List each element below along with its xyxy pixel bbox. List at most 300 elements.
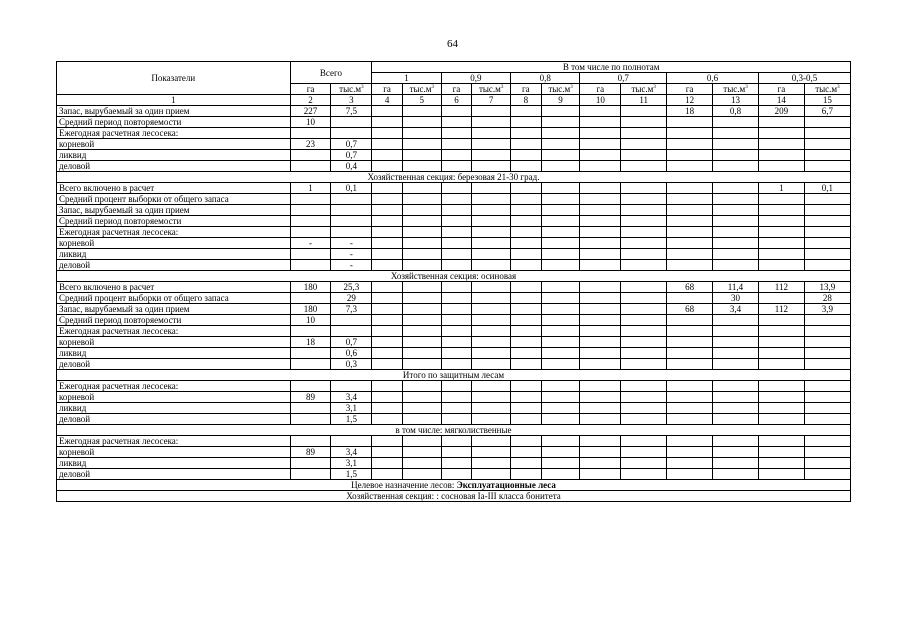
table-cell <box>804 139 850 150</box>
table-cell <box>511 293 542 304</box>
table-cell <box>580 216 621 227</box>
table-cell <box>621 337 667 348</box>
table-cell <box>331 117 372 128</box>
section-title <box>57 491 851 502</box>
row-label: Ежегодная расчетная лесосека: <box>57 128 291 139</box>
table-cell <box>667 139 713 150</box>
table-cell <box>580 194 621 205</box>
table-cell <box>402 392 441 403</box>
table-cell <box>667 469 713 480</box>
table-cell <box>372 205 403 216</box>
row-label: ликвид <box>57 458 291 469</box>
section-title-text: Хозяйственная секция: березовая 21-30 град. <box>367 172 540 182</box>
table-cell <box>580 282 621 293</box>
table-cell <box>441 326 472 337</box>
row-label: Средний процент выборки от общего запаса <box>57 293 291 304</box>
table-cell <box>290 128 331 139</box>
table-cell <box>580 161 621 172</box>
table-cell <box>511 337 542 348</box>
table-cell <box>472 194 511 205</box>
header-unit-volume: $тыс.м^3$ <box>541 84 580 95</box>
table-cell <box>758 150 804 161</box>
table-cell: 3,4 <box>713 304 759 315</box>
table-cell <box>758 403 804 414</box>
table-cell <box>372 106 403 117</box>
table-cell <box>290 469 331 480</box>
table-cell <box>372 216 403 227</box>
header-unit-volume: $тыс.м^3$ <box>472 84 511 95</box>
table-cell <box>667 205 713 216</box>
header-including-by-density: В том числе по полнотам <box>372 62 851 73</box>
table-cell <box>713 260 759 271</box>
row-label: Ежегодная расчетная лесосека: <box>57 227 291 238</box>
table-cell <box>667 216 713 227</box>
table-cell <box>713 150 759 161</box>
table-cell <box>541 227 580 238</box>
table-cell <box>402 348 441 359</box>
header-row <box>57 62 851 73</box>
table-cell: 180 <box>290 304 331 315</box>
table-cell <box>441 139 472 150</box>
table-cell <box>441 414 472 425</box>
table-cell: 68 <box>667 304 713 315</box>
table-cell <box>758 293 804 304</box>
table-cell <box>511 458 542 469</box>
table-cell <box>758 348 804 359</box>
table-cell <box>541 282 580 293</box>
table-cell <box>804 238 850 249</box>
header-unit-volume: $тыс.м^3$ <box>621 84 667 95</box>
table-cell <box>541 205 580 216</box>
table-cell <box>758 414 804 425</box>
page-number: 64 <box>447 38 458 50</box>
table-cell: 23 <box>290 139 331 150</box>
table-cell <box>402 304 441 315</box>
table-cell <box>472 260 511 271</box>
table-cell <box>331 326 372 337</box>
table-row <box>57 106 851 117</box>
row-label: Всего включено в расчет <box>57 183 291 194</box>
table-cell <box>372 128 403 139</box>
section-title <box>57 425 851 436</box>
table-cell <box>713 403 759 414</box>
table-cell <box>667 128 713 139</box>
table-cell <box>804 194 850 205</box>
header-unit-ha: га <box>290 84 331 95</box>
table-cell: - <box>331 249 372 260</box>
header-unit-ha: га <box>580 84 621 95</box>
table-cell <box>372 183 403 194</box>
table-cell <box>621 392 667 403</box>
table-cell <box>804 249 850 260</box>
table-cell <box>472 326 511 337</box>
table-cell <box>441 205 472 216</box>
table-cell <box>472 392 511 403</box>
table-cell <box>331 194 372 205</box>
table-cell <box>372 447 403 458</box>
table-cell <box>472 447 511 458</box>
table-cell <box>580 150 621 161</box>
table-cell <box>441 304 472 315</box>
table-cell <box>667 458 713 469</box>
table-cell <box>541 469 580 480</box>
table-cell <box>472 139 511 150</box>
table-cell <box>372 392 403 403</box>
table-cell: - <box>290 238 331 249</box>
table-row <box>57 447 851 458</box>
table-cell <box>290 326 331 337</box>
table-cell <box>290 436 331 447</box>
table-cell <box>290 205 331 216</box>
table-cell <box>372 414 403 425</box>
header-unit-ha: га <box>511 84 542 95</box>
table-row <box>57 392 851 403</box>
table-cell <box>667 337 713 348</box>
table-cell <box>541 106 580 117</box>
table-cell <box>580 293 621 304</box>
table-cell <box>331 216 372 227</box>
table-cell <box>541 447 580 458</box>
table-cell <box>441 183 472 194</box>
table-cell <box>758 337 804 348</box>
row-label: корневой <box>57 139 291 150</box>
table-cell <box>472 216 511 227</box>
table-cell <box>372 260 403 271</box>
table-cell <box>667 150 713 161</box>
table-cell: 89 <box>290 392 331 403</box>
table-row <box>57 216 851 227</box>
section-row <box>57 271 851 282</box>
table-cell <box>402 414 441 425</box>
table-cell <box>621 249 667 260</box>
table-cell: 13,9 <box>804 282 850 293</box>
table-cell <box>290 403 331 414</box>
table-cell <box>580 414 621 425</box>
table-cell <box>511 227 542 238</box>
table-cell <box>511 414 542 425</box>
row-label: Ежегодная расчетная лесосека: <box>57 436 291 447</box>
table-cell: 3,4 <box>331 392 372 403</box>
table-cell <box>713 216 759 227</box>
table-cell: 0,7 <box>331 139 372 150</box>
header-unit-ha: га <box>667 84 713 95</box>
table-cell <box>541 238 580 249</box>
table-cell <box>402 183 441 194</box>
table-cell: 25,3 <box>331 282 372 293</box>
column-number: 10 <box>580 95 621 106</box>
table-cell <box>472 106 511 117</box>
table-cell <box>713 458 759 469</box>
column-number: 7 <box>472 95 511 106</box>
row-label: ликвид <box>57 249 291 260</box>
table-cell <box>804 392 850 403</box>
table-cell <box>472 403 511 414</box>
table-row <box>57 348 851 359</box>
table-cell: 89 <box>290 447 331 458</box>
table-cell <box>804 216 850 227</box>
table-cell <box>331 128 372 139</box>
table-row <box>57 436 851 447</box>
table-cell <box>758 216 804 227</box>
table-cell <box>441 128 472 139</box>
table-cell <box>372 304 403 315</box>
forest-harvest-table <box>56 61 851 502</box>
table-cell <box>441 436 472 447</box>
table-cell <box>758 447 804 458</box>
table-cell <box>580 359 621 370</box>
table-cell <box>372 469 403 480</box>
table-row <box>57 227 851 238</box>
table-cell <box>402 436 441 447</box>
table-cell <box>541 194 580 205</box>
table-cell <box>372 403 403 414</box>
table-cell <box>580 238 621 249</box>
table-cell <box>713 469 759 480</box>
table-cell <box>441 227 472 238</box>
table-cell: 112 <box>758 304 804 315</box>
table-cell: 18 <box>290 337 331 348</box>
column-number: 14 <box>758 95 804 106</box>
table-cell <box>580 381 621 392</box>
table-cell <box>372 315 403 326</box>
table-cell <box>372 326 403 337</box>
table-cell <box>541 249 580 260</box>
table-cell <box>804 205 850 216</box>
table-cell <box>511 194 542 205</box>
table-cell <box>441 249 472 260</box>
table-cell <box>402 469 441 480</box>
table-cell <box>580 403 621 414</box>
header-density: 0,3-0,5 <box>758 73 850 84</box>
table-cell <box>290 348 331 359</box>
header-unit-ha: га <box>758 84 804 95</box>
table-cell <box>472 469 511 480</box>
unit-superscript: 3 <box>653 85 656 90</box>
table-cell <box>621 205 667 216</box>
table-cell <box>541 216 580 227</box>
table-cell <box>758 205 804 216</box>
table-cell: 7,3 <box>331 304 372 315</box>
table-row <box>57 260 851 271</box>
column-number: 5 <box>402 95 441 106</box>
table-cell <box>804 117 850 128</box>
table-cell: 209 <box>758 106 804 117</box>
row-label: ликвид <box>57 403 291 414</box>
table-cell <box>580 337 621 348</box>
table-row <box>57 326 851 337</box>
table-cell <box>511 436 542 447</box>
table-cell <box>713 326 759 337</box>
column-number: 6 <box>441 95 472 106</box>
table-cell <box>290 150 331 161</box>
table-cell <box>804 326 850 337</box>
header-unit-volume: $тыс.м^3$ <box>713 84 759 95</box>
table-cell <box>580 249 621 260</box>
unit-superscript: 3 <box>500 85 504 90</box>
table-cell: 0,3 <box>331 359 372 370</box>
table-cell <box>372 249 403 260</box>
table-cell <box>758 128 804 139</box>
table-cell <box>713 227 759 238</box>
table-cell <box>621 260 667 271</box>
table-cell <box>511 216 542 227</box>
section-title-text: Хозяйственная секция: осиновая <box>390 271 517 281</box>
section-title-text: Хозяйственная секция: : сосновая Iа-III класса бонитета <box>346 491 561 501</box>
table-cell <box>667 436 713 447</box>
table-row <box>57 381 851 392</box>
table-cell <box>511 117 542 128</box>
section-title-text: в том числе: мягколиственные <box>395 425 512 435</box>
table-cell: 30 <box>713 293 759 304</box>
table-cell <box>372 458 403 469</box>
table-cell: - <box>331 238 372 249</box>
table-cell <box>621 106 667 117</box>
table-cell <box>402 106 441 117</box>
column-number: 11 <box>621 95 667 106</box>
table-cell <box>758 359 804 370</box>
table-cell <box>541 315 580 326</box>
table-cell <box>290 227 331 238</box>
table-cell <box>441 403 472 414</box>
table-cell <box>621 348 667 359</box>
table-row <box>57 139 851 150</box>
table-cell <box>804 414 850 425</box>
row-label: деловой <box>57 469 291 480</box>
table-cell <box>511 315 542 326</box>
table-cell <box>402 238 441 249</box>
table-cell <box>290 260 331 271</box>
table-cell <box>441 150 472 161</box>
column-number: 8 <box>511 95 542 106</box>
table-cell <box>758 139 804 150</box>
table-cell <box>580 260 621 271</box>
table-cell <box>667 359 713 370</box>
table-cell <box>402 161 441 172</box>
section-title <box>57 172 851 183</box>
table-cell <box>621 403 667 414</box>
section-title <box>57 271 851 282</box>
table-cell <box>541 260 580 271</box>
table-cell <box>667 315 713 326</box>
table-row <box>57 238 851 249</box>
table-cell <box>667 381 713 392</box>
table-cell <box>713 315 759 326</box>
table-row <box>57 183 851 194</box>
table-cell: 0,6 <box>331 348 372 359</box>
table-cell: 68 <box>667 282 713 293</box>
table-cell <box>541 304 580 315</box>
table-cell <box>804 403 850 414</box>
table-cell <box>758 194 804 205</box>
table-cell <box>621 293 667 304</box>
table-cell <box>472 183 511 194</box>
table-cell <box>402 150 441 161</box>
table-cell <box>511 348 542 359</box>
table-cell <box>621 183 667 194</box>
table-cell: 3,4 <box>331 447 372 458</box>
row-label: Ежегодная расчетная лесосека: <box>57 381 291 392</box>
table-cell: 0,1 <box>331 183 372 194</box>
table-cell <box>621 194 667 205</box>
table-cell <box>621 436 667 447</box>
row-label: деловой <box>57 161 291 172</box>
table-cell <box>804 260 850 271</box>
table-cell <box>372 139 403 150</box>
table-cell <box>472 359 511 370</box>
table-cell <box>621 447 667 458</box>
table-cell <box>290 161 331 172</box>
table-row <box>57 469 851 480</box>
row-label: Запас, вырубаемый за один прием <box>57 106 291 117</box>
table-cell <box>667 293 713 304</box>
section-row <box>57 370 851 381</box>
table-cell <box>541 150 580 161</box>
table-cell <box>667 260 713 271</box>
table-cell <box>804 469 850 480</box>
table-cell <box>541 117 580 128</box>
column-number: 2 <box>290 95 331 106</box>
table-cell <box>441 381 472 392</box>
row-label: деловой <box>57 359 291 370</box>
table-cell <box>804 348 850 359</box>
table-cell <box>713 183 759 194</box>
header-density: 0,7 <box>580 73 667 84</box>
table-cell: 1 <box>758 183 804 194</box>
table-row <box>57 128 851 139</box>
table-cell <box>402 128 441 139</box>
row-label: Средний период повторяемости <box>57 216 291 227</box>
table-cell: 6,7 <box>804 106 850 117</box>
table-cell <box>804 447 850 458</box>
table-cell <box>472 161 511 172</box>
row-label: Всего включено в расчет <box>57 282 291 293</box>
table-cell <box>621 469 667 480</box>
table-row <box>57 293 851 304</box>
table-cell <box>472 282 511 293</box>
table-row <box>57 150 851 161</box>
table-cell <box>621 216 667 227</box>
table-cell <box>441 469 472 480</box>
header-unit-volume: $тыс.м^3$ <box>331 84 372 95</box>
table-row <box>57 304 851 315</box>
table-cell <box>402 326 441 337</box>
table-cell <box>667 392 713 403</box>
table-cell <box>331 436 372 447</box>
table-row <box>57 337 851 348</box>
table-cell <box>472 348 511 359</box>
section-row <box>57 480 851 491</box>
table-cell <box>804 161 850 172</box>
table-cell: 0,7 <box>331 150 372 161</box>
table-cell <box>402 227 441 238</box>
table-cell <box>713 205 759 216</box>
column-number: 12 <box>667 95 713 106</box>
table-cell <box>511 150 542 161</box>
table-cell <box>667 326 713 337</box>
table-cell <box>541 436 580 447</box>
table-cell: 10 <box>290 117 331 128</box>
table-cell <box>472 414 511 425</box>
column-number: 4 <box>372 95 403 106</box>
table-cell <box>667 161 713 172</box>
table-cell <box>441 216 472 227</box>
table-cell <box>372 238 403 249</box>
table-cell <box>667 348 713 359</box>
table-cell <box>441 447 472 458</box>
row-label: ликвид <box>57 348 291 359</box>
table-cell <box>758 117 804 128</box>
table-cell <box>758 260 804 271</box>
